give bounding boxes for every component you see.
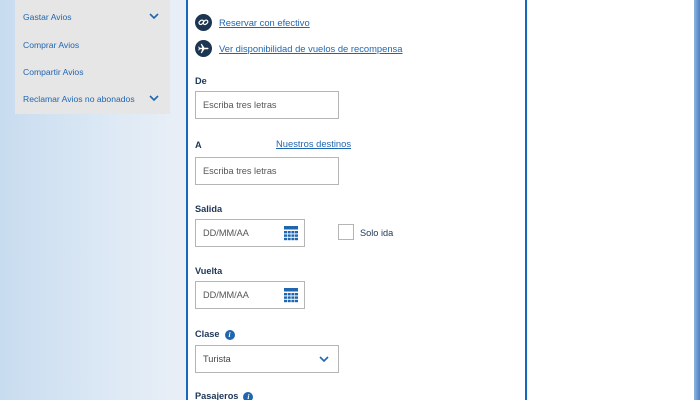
page-background-right xyxy=(528,0,700,400)
to-label: A xyxy=(195,140,202,150)
passengers-label xyxy=(195,391,253,400)
link-icon xyxy=(195,14,212,31)
sidebar xyxy=(15,0,170,114)
reward-availability-link-row[interactable] xyxy=(195,40,402,57)
window-edge xyxy=(694,0,700,400)
cabin-select[interactable] xyxy=(195,345,339,373)
to-placeholder: Escriba tres letras xyxy=(203,166,277,176)
cabin-label-text: Clase xyxy=(195,329,220,339)
sidebar-item-label: Compartir Avios xyxy=(23,67,84,77)
cabin-label xyxy=(195,329,235,340)
reward-availability-link[interactable]: Ver disponibilidad de vuelos de recompensa xyxy=(219,43,403,54)
return-label: Vuelta xyxy=(195,266,223,276)
info-icon[interactable]: i xyxy=(243,392,253,400)
sidebar-item-label: Gastar Avios xyxy=(23,12,72,22)
sidebar-item-label: Reclamar Avios no abonados xyxy=(23,94,135,104)
calendar-icon[interactable] xyxy=(284,226,298,241)
return-date-input[interactable] xyxy=(195,281,305,309)
calendar-icon[interactable] xyxy=(284,288,298,303)
airplane-icon xyxy=(195,40,212,57)
sidebar-item-label: Comprar Avios xyxy=(23,40,80,50)
one-way-label[interactable]: Solo ida xyxy=(360,228,394,238)
departure-placeholder: DD/MM/AA xyxy=(203,228,249,238)
from-label: De xyxy=(195,76,207,86)
sidebar-item-comprar-avios[interactable] xyxy=(23,40,163,54)
sidebar-item-reclamar-avios[interactable] xyxy=(23,94,163,108)
our-destinations-link[interactable]: Nuestros destinos xyxy=(276,138,352,149)
booking-form-panel xyxy=(186,0,527,400)
from-input[interactable] xyxy=(195,91,339,119)
cabin-selected-value: Turista xyxy=(203,354,231,364)
cash-booking-link-row[interactable] xyxy=(195,14,310,31)
departure-date-input[interactable] xyxy=(195,219,305,247)
to-input[interactable] xyxy=(195,157,339,185)
return-placeholder: DD/MM/AA xyxy=(203,290,249,300)
passengers-label-text: Pasajeros xyxy=(195,391,239,400)
sidebar-item-compartir-avios[interactable] xyxy=(23,67,163,81)
departure-label: Salida xyxy=(195,204,223,214)
from-placeholder: Escriba tres letras xyxy=(203,100,277,110)
one-way-checkbox[interactable] xyxy=(338,224,354,240)
chevron-down-icon xyxy=(319,356,329,363)
chevron-down-icon[interactable] xyxy=(149,13,159,20)
sidebar-item-gastar-avios[interactable] xyxy=(23,12,163,26)
info-icon[interactable]: i xyxy=(225,330,235,340)
cash-booking-link[interactable]: Reservar con efectivo xyxy=(219,17,310,28)
chevron-down-icon[interactable] xyxy=(149,95,159,102)
